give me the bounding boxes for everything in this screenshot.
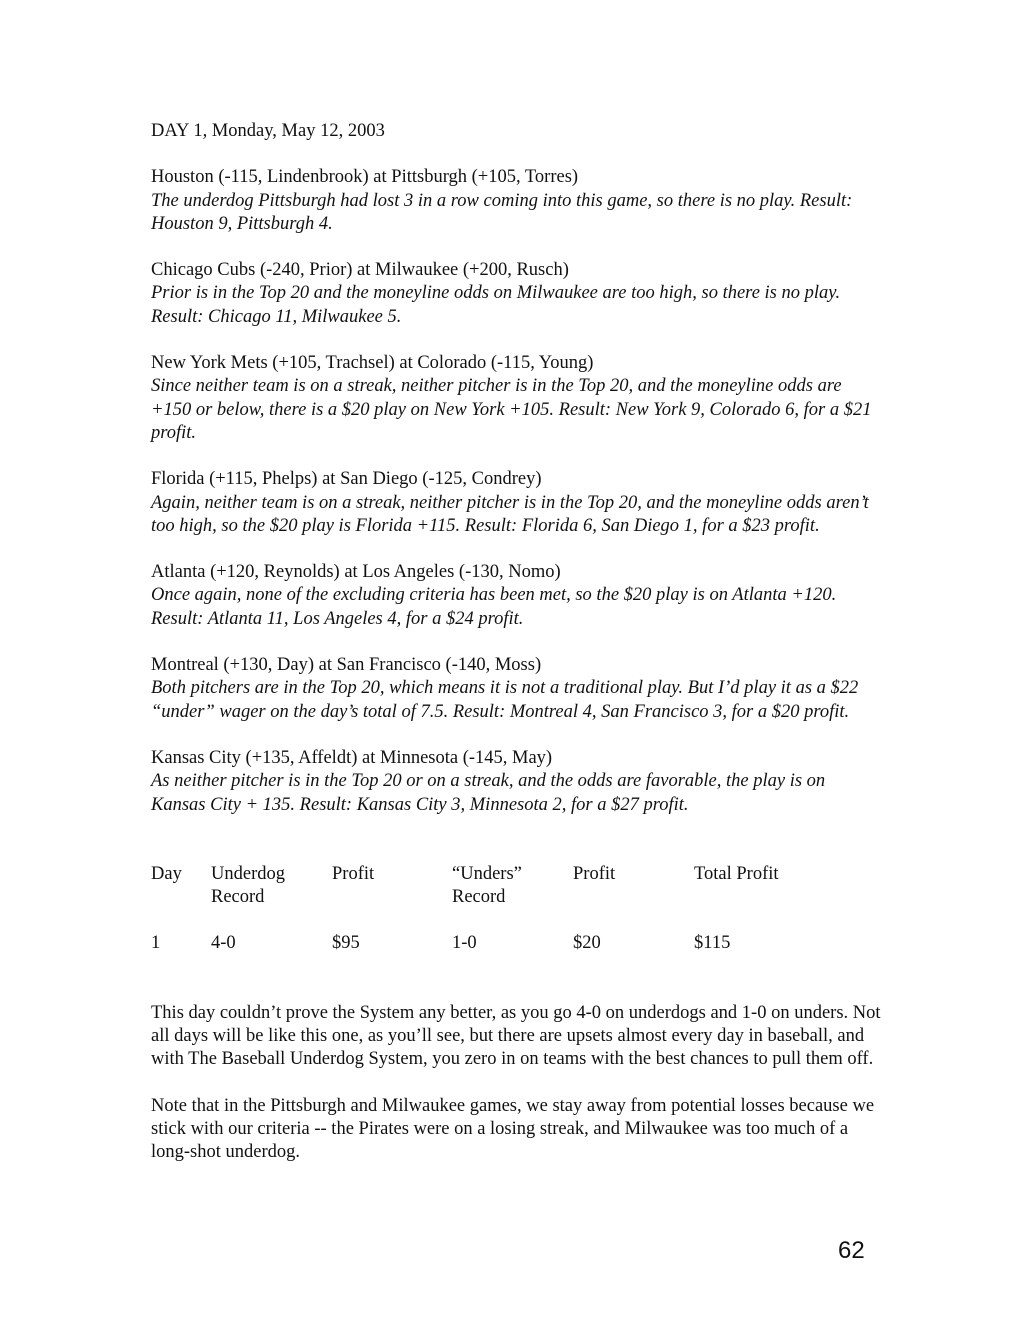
daily-summary-table — [151, 863, 854, 956]
game-matchup: Montreal (+130, Day) at San Francisco (-140, Moss) — [151, 655, 542, 676]
game-matchup: Chicago Cubs (-240, Prior) at Milwaukee (+200, Rusch) — [151, 260, 569, 281]
table-header-row — [151, 863, 854, 910]
game-matchup: Florida (+115, Phelps) at San Diego (-125, Condrey) — [151, 469, 542, 490]
cell-profit-unders: $20 — [573, 933, 601, 954]
cell-profit-underdog: $95 — [332, 933, 360, 954]
game-entry-chicago-milwaukee — [151, 259, 881, 329]
conclusion-paragraph: This day couldn’t prove the System any better, as you go 4-0 on underdogs and 1-0 on unders. Not all days will be like this one, as you’ll see, but there are upsets almost every day in baseball, and with The Baseball Underdog System, you zero in on teams with the best chances to pull them off. — [151, 1002, 881, 1070]
header-profit-underdog: Profit — [332, 863, 375, 884]
game-entry-montreal-sanfrancisco — [151, 654, 881, 724]
cell-unders-record: 1-0 — [452, 933, 477, 954]
note-paragraph: Note that in the Pittsburgh and Milwaukee games, we stay away from potential losses because we stick with our criteria -- the Pirates were on a losing streak, and Milwaukee was too much of a long-shot underdog. — [151, 1095, 875, 1163]
header-underdog-line2: Record — [211, 887, 265, 908]
header-unders-line2: Record — [452, 887, 506, 908]
header-underdog-record — [211, 863, 332, 910]
table-row — [151, 932, 854, 955]
game-analysis: Once again, none of the excluding criteria has been met, so the $20 play is on Atlanta +120. Result: Atlanta 11, Los Angeles 4, for a $24 profit. — [151, 585, 837, 629]
game-matchup: New York Mets (+105, Trachsel) at Colorado (-115, Young) — [151, 353, 594, 374]
game-analysis: Again, neither team is on a streak, neither pitcher is in the Top 20, and the moneyline odds aren’t too high, so the $20 play is Florida +115. Result: Florida 6, San Diego 1, for a $23 profit. — [151, 492, 869, 536]
game-entry-atlanta-losangeles — [151, 561, 881, 631]
game-entry-florida-sandiego — [151, 468, 881, 538]
game-entry-newyork-colorado — [151, 352, 881, 445]
day-heading: DAY 1, Monday, May 12, 2003 — [151, 121, 385, 141]
game-analysis: The underdog Pittsburgh had lost 3 in a row coming into this game, so there is no play. Result: Houston 9, Pittsburgh 4. — [151, 190, 853, 234]
header-unders-line1: “Unders” — [452, 863, 522, 884]
cell-total-profit: $115 — [694, 933, 731, 954]
game-matchup: Houston (-115, Lindenbrook) at Pittsburgh (+105, Torres) — [151, 167, 579, 188]
cell-underdog-record: 4-0 — [211, 933, 236, 954]
game-analysis: Since neither team is on a streak, neither pitcher is in the Top 20, and the moneyline odds are +150 or below, there is a $20 play on New York +105. Result: New York 9, Colorado 6, for a $21 profit. — [151, 376, 872, 443]
game-entry-kansascity-minnesota — [151, 747, 881, 817]
table-spacer-row — [151, 909, 854, 932]
header-day: Day — [151, 863, 182, 884]
game-analysis: As neither pitcher is in the Top 20 or on a streak, and the odds are favorable, the play is on Kansas City + 135. Result: Kansas City 3, Minnesota 2, for a $27 profit. — [151, 771, 826, 815]
game-matchup: Atlanta (+120, Reynolds) at Los Angeles (-130, Nomo) — [151, 562, 561, 583]
game-analysis: Both pitchers are in the Top 20, which means it is not a traditional play. But I’d play it as a $22 “under” wager on the day’s total of 7.5. Result: Montreal 4, San Francisco 3, for a $20 profit. — [151, 678, 859, 722]
header-underdog-line1: Underdog — [211, 863, 285, 884]
game-entry-houston-pittsburgh — [151, 166, 881, 236]
game-matchup: Kansas City (+135, Affeldt) at Minnesota (-145, May) — [151, 747, 553, 768]
header-unders-record — [452, 863, 573, 910]
document-page — [151, 120, 881, 1188]
header-profit-unders: Profit — [573, 863, 616, 884]
header-total-profit: Total Profit — [694, 863, 779, 884]
game-analysis: Prior is in the Top 20 and the moneyline odds on Milwaukee are too high, so there is no play. Result: Chicago 11, Milwaukee 5. — [151, 283, 841, 327]
page-number: 62 — [838, 1237, 865, 1264]
cell-day: 1 — [151, 933, 161, 954]
